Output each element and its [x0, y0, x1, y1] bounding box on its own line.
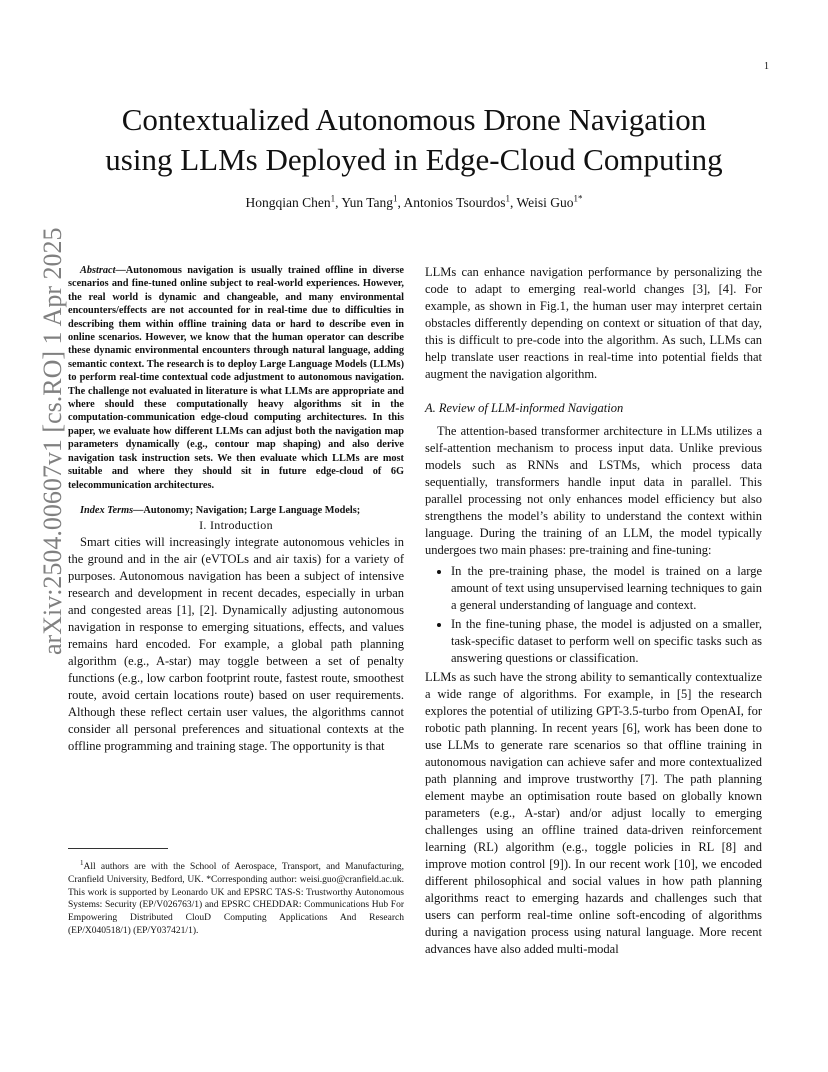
review-paragraph-1: The attention-based transformer architecture in LLMs utilizes a self-attention mechanism to process input data. Unlike previous models such as RNNs and LSTMs, which process data sequentially, transformers handle input data in parallel. This parallel processing not only enhances model efficiency but also strengthens the model’s ability to understand the context within language. During the training of an LLM, the model typically undergoes two main phases: pre-training and fine-tuning:	[425, 424, 762, 557]
left-column	[68, 264, 404, 755]
author-separator: ,	[335, 194, 342, 210]
affiliation-mark: 1	[505, 193, 510, 203]
training-phase-list	[425, 563, 762, 667]
index-terms-label: Index Terms	[80, 504, 134, 516]
affiliation-mark: 1*	[573, 193, 583, 203]
page-number: 1	[764, 61, 769, 72]
author-separator: ,	[397, 194, 404, 210]
title-line-1: Contextualized Autonomous Drone Navigation	[121, 102, 707, 137]
footnote	[68, 857, 404, 937]
author-separator: ,	[509, 194, 517, 210]
author-name: Yun Tang	[341, 194, 394, 210]
list-item: • In the pre-training phase, the model is trained on a large amount of text using unsupervised learning techniques to gain a general understanding of language and context.	[451, 563, 762, 614]
index-terms-text: —Autonomy; Navigation; Large Language Models;	[133, 504, 361, 516]
abstract-text: —Autonomous navigation is usually trained offline in diverse scenarios and fine-tuned online subject to real-world experiences. However, the real world is dynamic and changeable, and many environmental encounters/effects are not accounted for in real-time due to difficulties in describing them within offline training data or hard to describe even in online scenarios. However, we know that the human operator can describe these dynamic environmental encounters through natural language, adding semantic context. The research is to deploy Large Language Models (LLMs) to perform real-time contextual code adjustment to autonomous navigation. The challenge not evaluated in literature is what LLMs are appropriate and where should these computationally heavy algorithms sit in the computation-communication edge-cloud computing architectures. In this paper, we evaluate how different LLMs can adjust both the navigation map parameters dynamically (e.g., contour map shaping) and also derive navigation task instruction sets. We then evaluate which LLMs are most suitable and where they should sit in future edge-cloud of 6G telecommunication architectures.	[68, 265, 404, 491]
abstract	[68, 264, 404, 492]
paper-title	[60, 100, 768, 180]
title-line-2: using LLMs Deployed in Edge-Cloud Computing	[105, 142, 723, 177]
author	[517, 195, 583, 210]
author-name: Antonios Tsourdos	[403, 194, 506, 210]
abstract-label: Abstract	[80, 265, 116, 276]
affiliation-mark: 1	[330, 193, 336, 203]
footnote-mark: 1	[80, 859, 84, 867]
review-paragraph-2: LLMs as such have the strong ability to semantically contextualize a wide range of algorithms. For example, in [5] the research explores the potential of utilizing GPT-3.5-turbo from OpenAI, for robotic path planning. In recent years [6], work has been done to use LLMs to generate rare scenarios so that offline training in autonomous navigation can achieve safer and more contextualized path planning and improve trustworthy [7]. The path planning element maybe an optimisation route based on globally known parameters (e.g., A-star) and/or adjust locally to emerging challenges using an offline trained data-driven reinforcement learning (RL) algorithm (e.g., toggle policies in RL [8] and improve motion control [9]). In our recent work [10], we encoded different philosophical and social values in how path planning algorithms react to emerging hazards and challenges such that users can perform real-time online soft-encoding of algorithms during a navigation process using natural language. More recent advances have also added multi-modal	[425, 670, 762, 956]
author-name: Hongqian Chen	[245, 194, 331, 210]
author-list	[60, 193, 768, 211]
author-name: Weisi Guo	[516, 194, 574, 210]
index-terms	[68, 504, 404, 517]
right-column	[425, 264, 762, 958]
author	[341, 195, 403, 210]
intro-continuation: LLMs can enhance navigation performance by personalizing the code to adapt to emerging real-world changes [3], [4]. For example, as shown in Fig.1, the human user may interpret certain obstacles differently depending on context or situation of that day, this is difficult to pre-code into the algorithm. As such, LLMs can help translate user reactions in real-time into potential fields that augment the navigation algorithm.	[425, 265, 762, 381]
section-heading-introduction: I. Introduction	[199, 518, 273, 533]
footnote-text: All authors are with the School of Aerospace, Transport, and Manufacturing, Cranfield University, Bedford, UK. *Corresponding author: weisi.guo@cranfield.ac.uk. This work is supported by Leonardo UK and EPSRC TAS-S: Trustworthy Autonomous Systems: Security (EP/V026763/1) and EPSRC CHEDDAR: Communications Hub For Empowering Distributed ClouD Computing Applications And Research (EP/X040518/1) (EP/Y037421/1).	[68, 862, 404, 936]
footnote-divider	[68, 848, 168, 849]
arxiv-identifier-stamp: arXiv:2504.00607v1 [cs.RO] 1 Apr 2025	[38, 227, 67, 655]
author	[245, 195, 341, 210]
affiliation-mark: 1	[393, 193, 398, 203]
intro-paragraph: Smart cities will increasingly integrate autonomous vehicles in the ground and in the air (eVTOLs and air taxis) for a variety of purposes. Autonomous navigation has been a subject of intensive research and development in recent decades, especially in urban and congested areas [1], [2]. Dynamically adjusting autonomous navigation in response to emerging situations, effects, and values remains hard encoded. For example, a global path planning algorithm (e.g., A-star) may toggle between a set of penalty functions (e.g., low carbon footprint route, fastest route, smoothest route, avoid certain locations route) based on user requirements. Although these reflect certain user values, the algorithms cannot consider all personal preferences and situational contexts at the offline programming and training stage. The opportunity is that	[68, 535, 404, 754]
subsection-heading-review: A. Review of LLM-informed Navigation	[425, 401, 624, 415]
list-item: • In the fine-tuning phase, the model is adjusted on a smaller, task-specific dataset to perform well on specific tasks such as answering questions or classification.	[451, 616, 762, 667]
author	[404, 195, 517, 210]
